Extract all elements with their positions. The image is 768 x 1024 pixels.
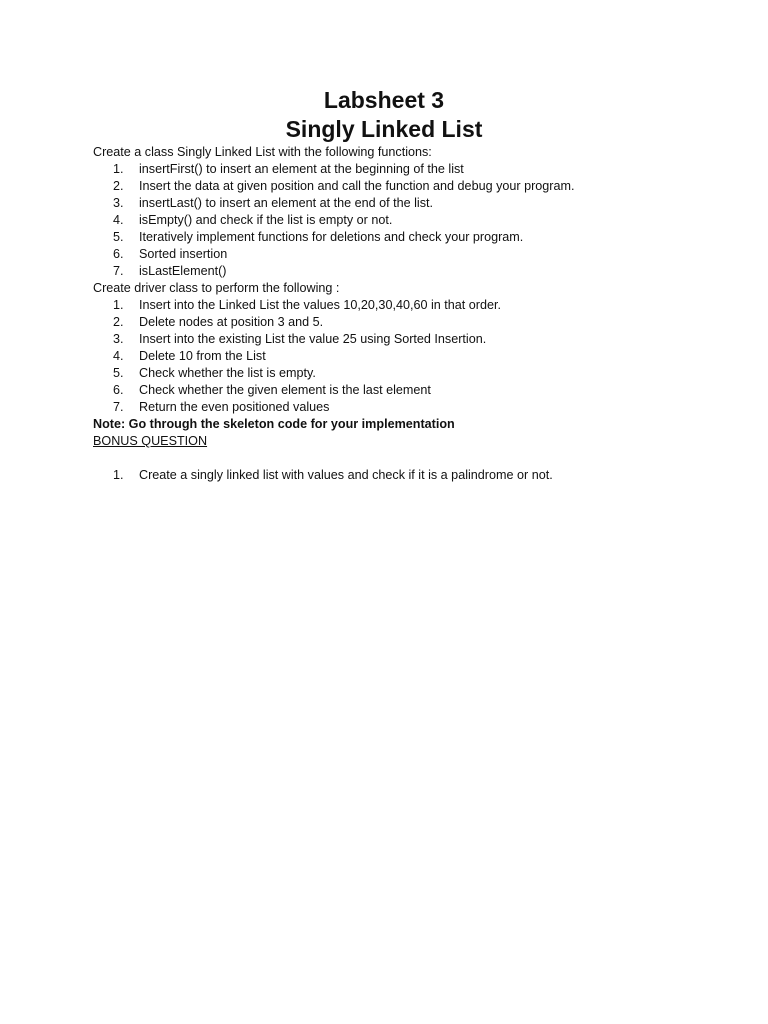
list-item-number: 4. [113,213,124,227]
list-item-number: 6. [113,383,124,397]
list-item [93,212,733,229]
list-item [93,365,733,382]
list-item [93,331,733,348]
blank-line [93,450,733,467]
list-item-number: 7. [113,400,124,414]
list-item-text: Check whether the given element is the last element [139,383,431,397]
list-item-text: isEmpty() and check if the list is empty or not. [139,213,393,227]
list-item-number: 1. [113,298,124,312]
list-item-number: 3. [113,196,124,210]
list-item-number: 6. [113,247,124,261]
list-item-text: Return the even positioned values [139,400,330,414]
list-item-text: Create a singly linked list with values and check if it is a palindrome or not. [139,468,553,482]
list-item-number: 1. [113,162,124,176]
list-item [93,467,733,484]
list-item-number: 2. [113,315,124,329]
list-item-number: 5. [113,366,124,380]
list-item-text: isLastElement() [139,264,227,278]
list-item-text: insertLast() to insert an element at the end of the list. [139,196,434,210]
list-item-text: Delete nodes at position 3 and 5. [139,315,324,329]
bonus-heading: BONUS QUESTION [93,434,208,448]
list-item-text: Check whether the list is empty. [139,366,316,380]
list-item [93,246,733,263]
list-item [93,263,733,280]
list-item-text: Iteratively implement functions for deletions and check your program. [139,230,524,244]
section2-intro: Create driver class to perform the following : [93,281,340,295]
list-item-text: Insert the data at given position and call the function and debug your program. [139,179,575,193]
list-item [93,297,733,314]
list-item-text: insertFirst() to insert an element at the beginning of the list [139,162,464,176]
list-item-number: 4. [113,349,124,363]
bonus-question-list [93,467,733,484]
list-item [93,382,733,399]
section1-intro: Create a class Singly Linked List with the following functions: [93,145,432,159]
list-item-text: Insert into the Linked List the values 10,20,30,40,60 in that order. [139,298,501,312]
document-subtitle: Singly Linked List [285,116,483,142]
list-item-number: 3. [113,332,124,346]
list-item-number: 7. [113,264,124,278]
list-item [93,314,733,331]
list-item [93,229,733,246]
list-item [93,178,733,195]
document-body [93,144,733,484]
list-item-text: Sorted insertion [139,247,228,261]
document-title: Labsheet 3 [323,87,445,113]
list-item [93,399,733,416]
list-item-number: 1. [113,468,124,482]
implementation-note: Note: Go through the skeleton code for your implementation [93,417,455,431]
list-item-text: Delete 10 from the List [139,349,266,363]
section1-function-list [93,161,733,280]
list-item-text: Insert into the existing List the value 25 using Sorted Insertion. [139,332,487,346]
list-item [93,195,733,212]
list-item [93,348,733,365]
list-item [93,161,733,178]
list-item-number: 2. [113,179,124,193]
section2-driver-list [93,297,733,416]
list-item-number: 5. [113,230,124,244]
